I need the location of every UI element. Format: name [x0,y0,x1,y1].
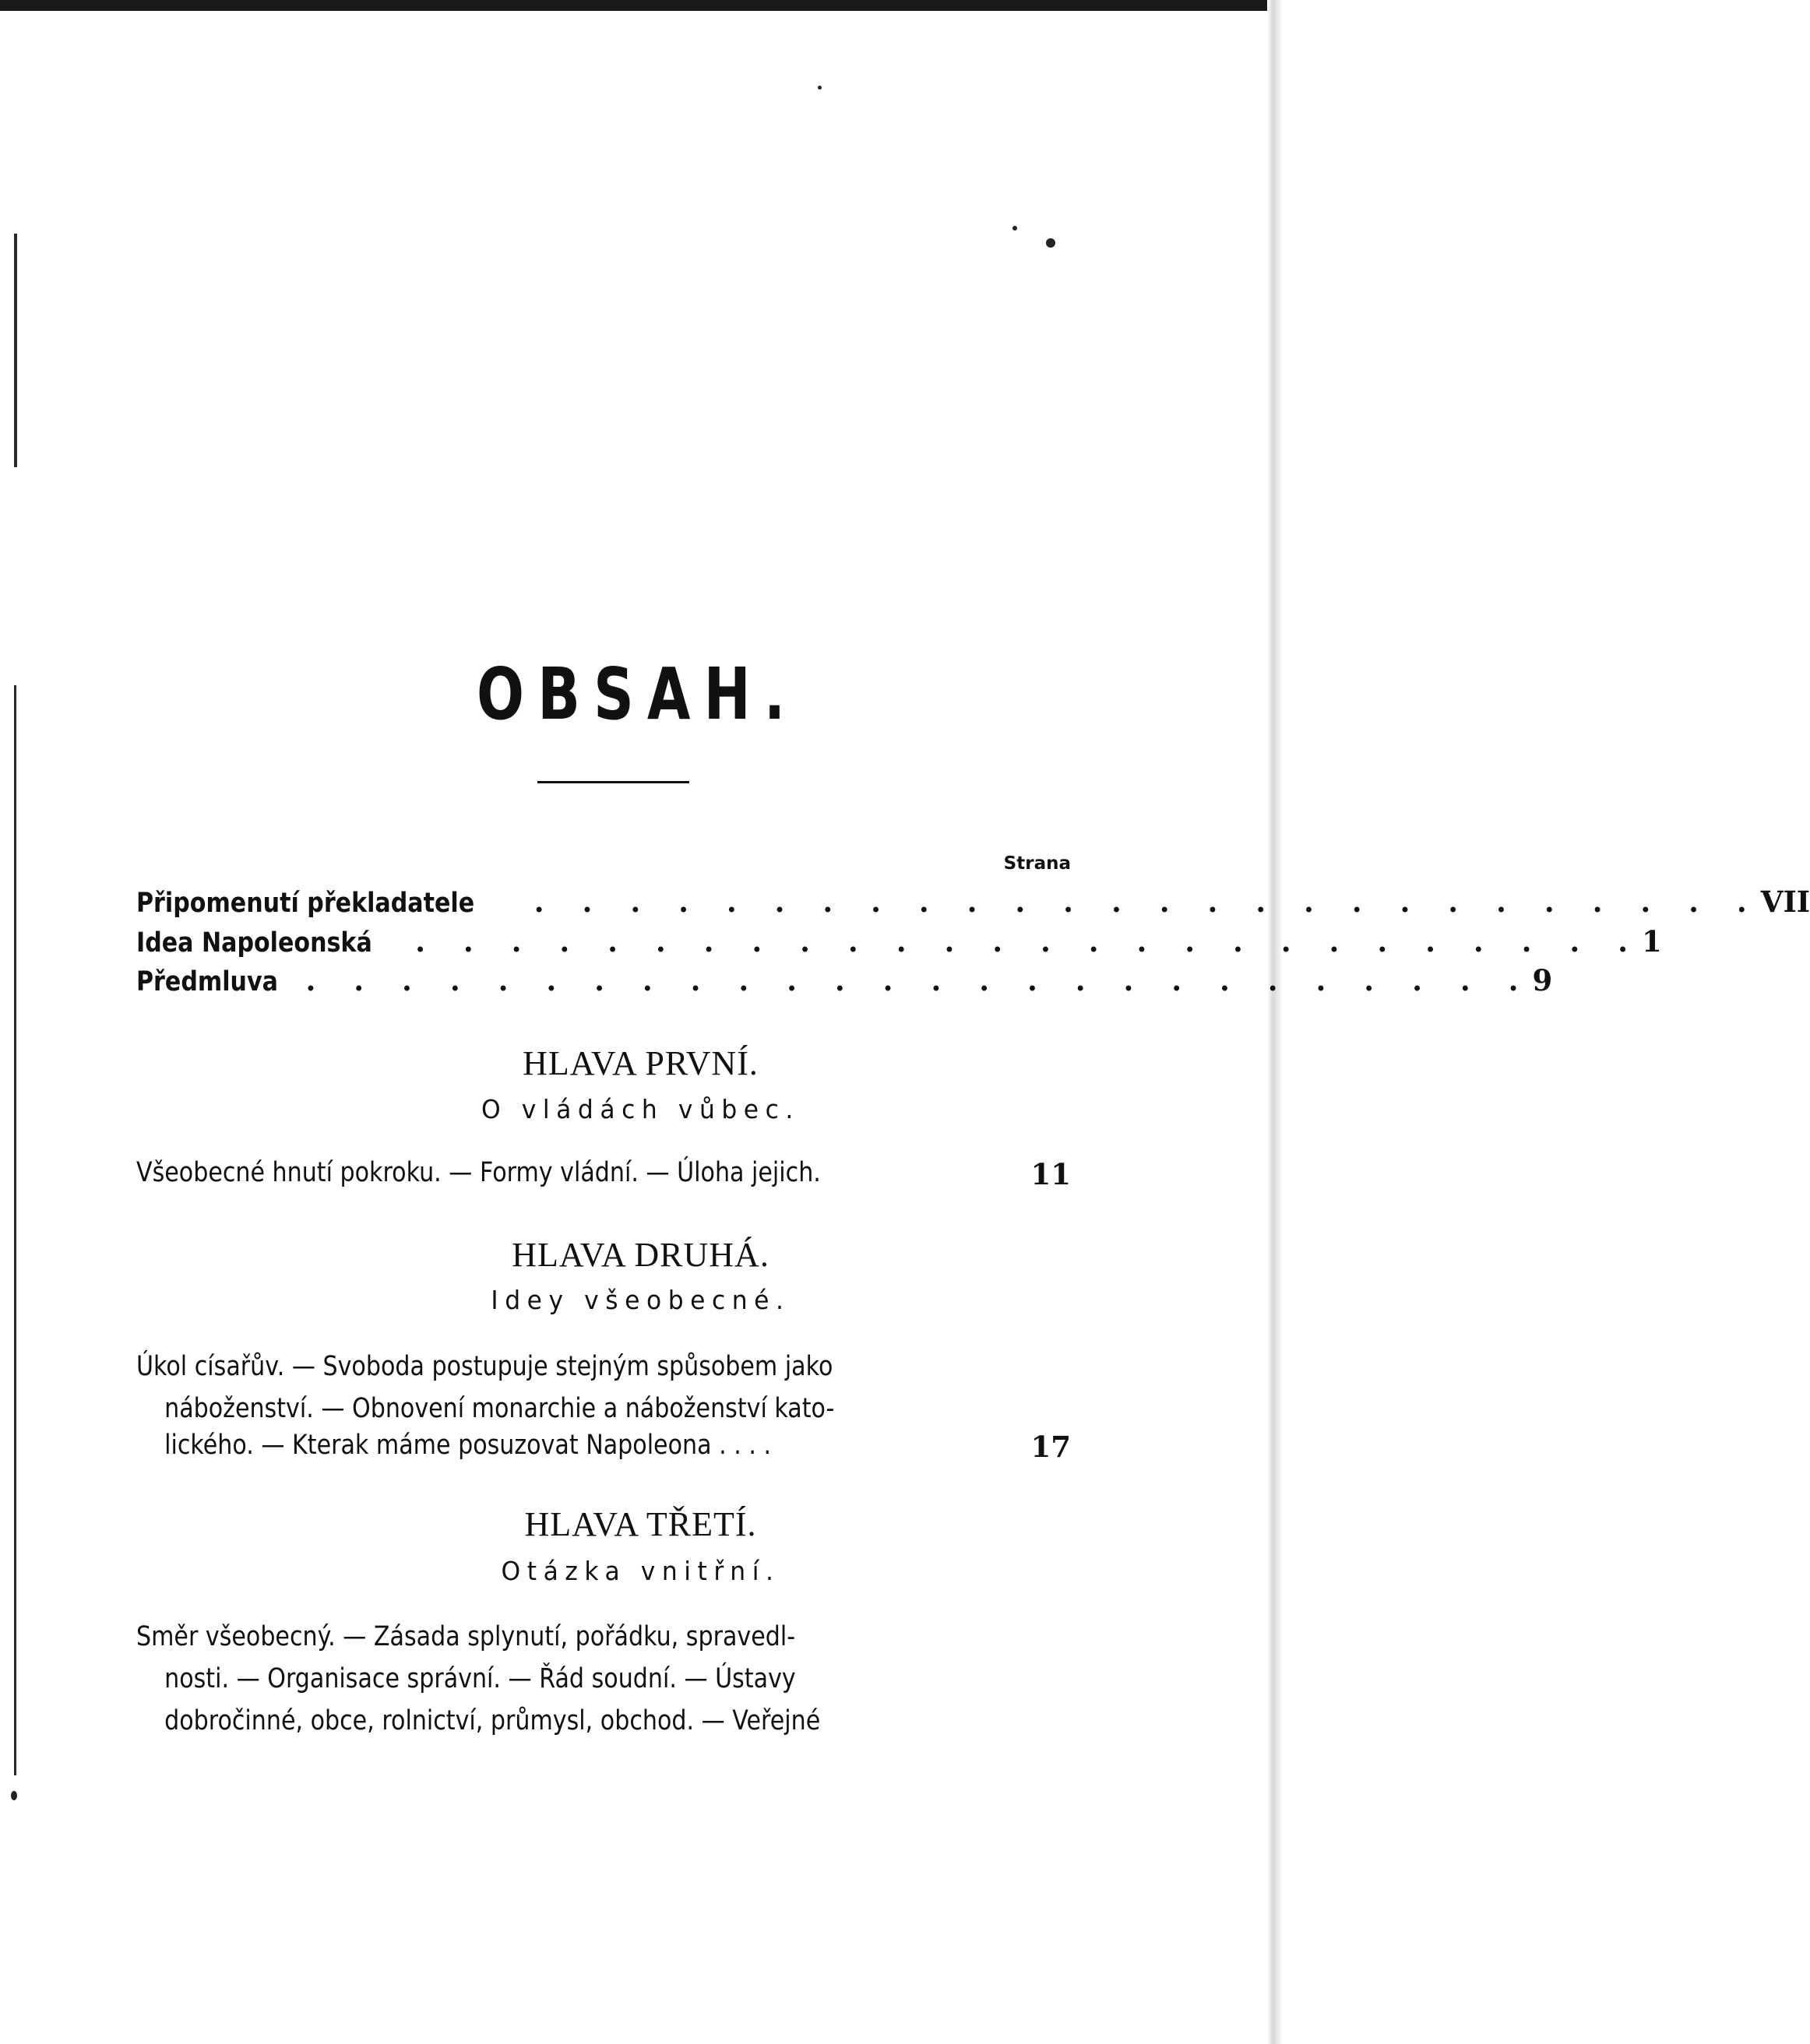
page-title: OBSAH. [477,653,799,736]
summary-line: Úkol císařův. — Svoboda postupuje stejným spůsobem jako [136,1351,833,1382]
chapter-subtitle: Idey všeobecné. [491,1285,791,1315]
speck [1046,238,1055,248]
toc-label: Připomenutí překladatele [136,888,475,919]
toc-page: 1 [1642,924,1662,959]
scan-edge-right [1267,0,1281,2044]
summary-line: lického. — Kterak máme posuzovat Napoleona . . . . [164,1430,772,1461]
speck [818,86,822,90]
scan-edge-left-1 [14,234,17,467]
toc-leader: . . . . . . . . . . . . . . . . . . . . . . . . . . [533,885,1761,919]
chapter-summary-last [136,1430,1071,1464]
chapter-subtitle: Otázka vnitřní. [501,1556,780,1586]
chapter-summary [136,1616,1071,1742]
toc-label: Předmluva [136,966,278,997]
summary-line: Všeobecné hnutí pokroku. — Formy vládní. — Úloha jejich. [136,1157,821,1188]
chapter-heading: HLAVA DRUHÁ. [512,1236,769,1274]
chapter-subtitle: O vládách vůbec. [481,1094,800,1124]
toc-row [136,963,1553,1002]
scan-edge-left-2 [14,685,16,1775]
strana-label: Strana [1003,853,1071,874]
summary-line: dobročinné, obce, rolnictví, průmysl, obchod. — Veřejné [164,1705,821,1736]
chapter-heading: HLAVA PRVNÍ. [523,1044,759,1082]
toc-leader: . . . . . . . . . . . . . . . . . . . . . . . . . . [305,963,1533,997]
chapter-page: 11 [1030,1157,1071,1191]
chapter-summary [136,1157,1071,1191]
chapter-summary [136,1346,1071,1430]
title-rule [537,781,689,783]
toc-row [136,885,1810,923]
toc-label: Idea Napoleonská [136,927,372,959]
chapter-page: 17 [1030,1430,1071,1464]
speck [1012,226,1017,230]
toc-page: VII [1760,885,1810,919]
summary-line: Směr všeobecný. — Zásada splynutí, pořádku, spravedl- [136,1621,796,1652]
chapter-heading: HLAVA TŘETÍ. [524,1505,757,1543]
toc-leader: . . . . . . . . . . . . . . . . . . . . . . . . . . [415,924,1643,959]
speck [11,1791,17,1800]
summary-line: náboženství. — Obnovení monarchie a náboženství kato- [164,1393,835,1424]
toc-row [136,924,1662,963]
summary-line: nosti. — Organisace správní. — Řád soudní. — Ústavy [164,1663,796,1694]
scan-edge-top [0,0,1281,11]
toc-page: 9 [1532,963,1553,997]
